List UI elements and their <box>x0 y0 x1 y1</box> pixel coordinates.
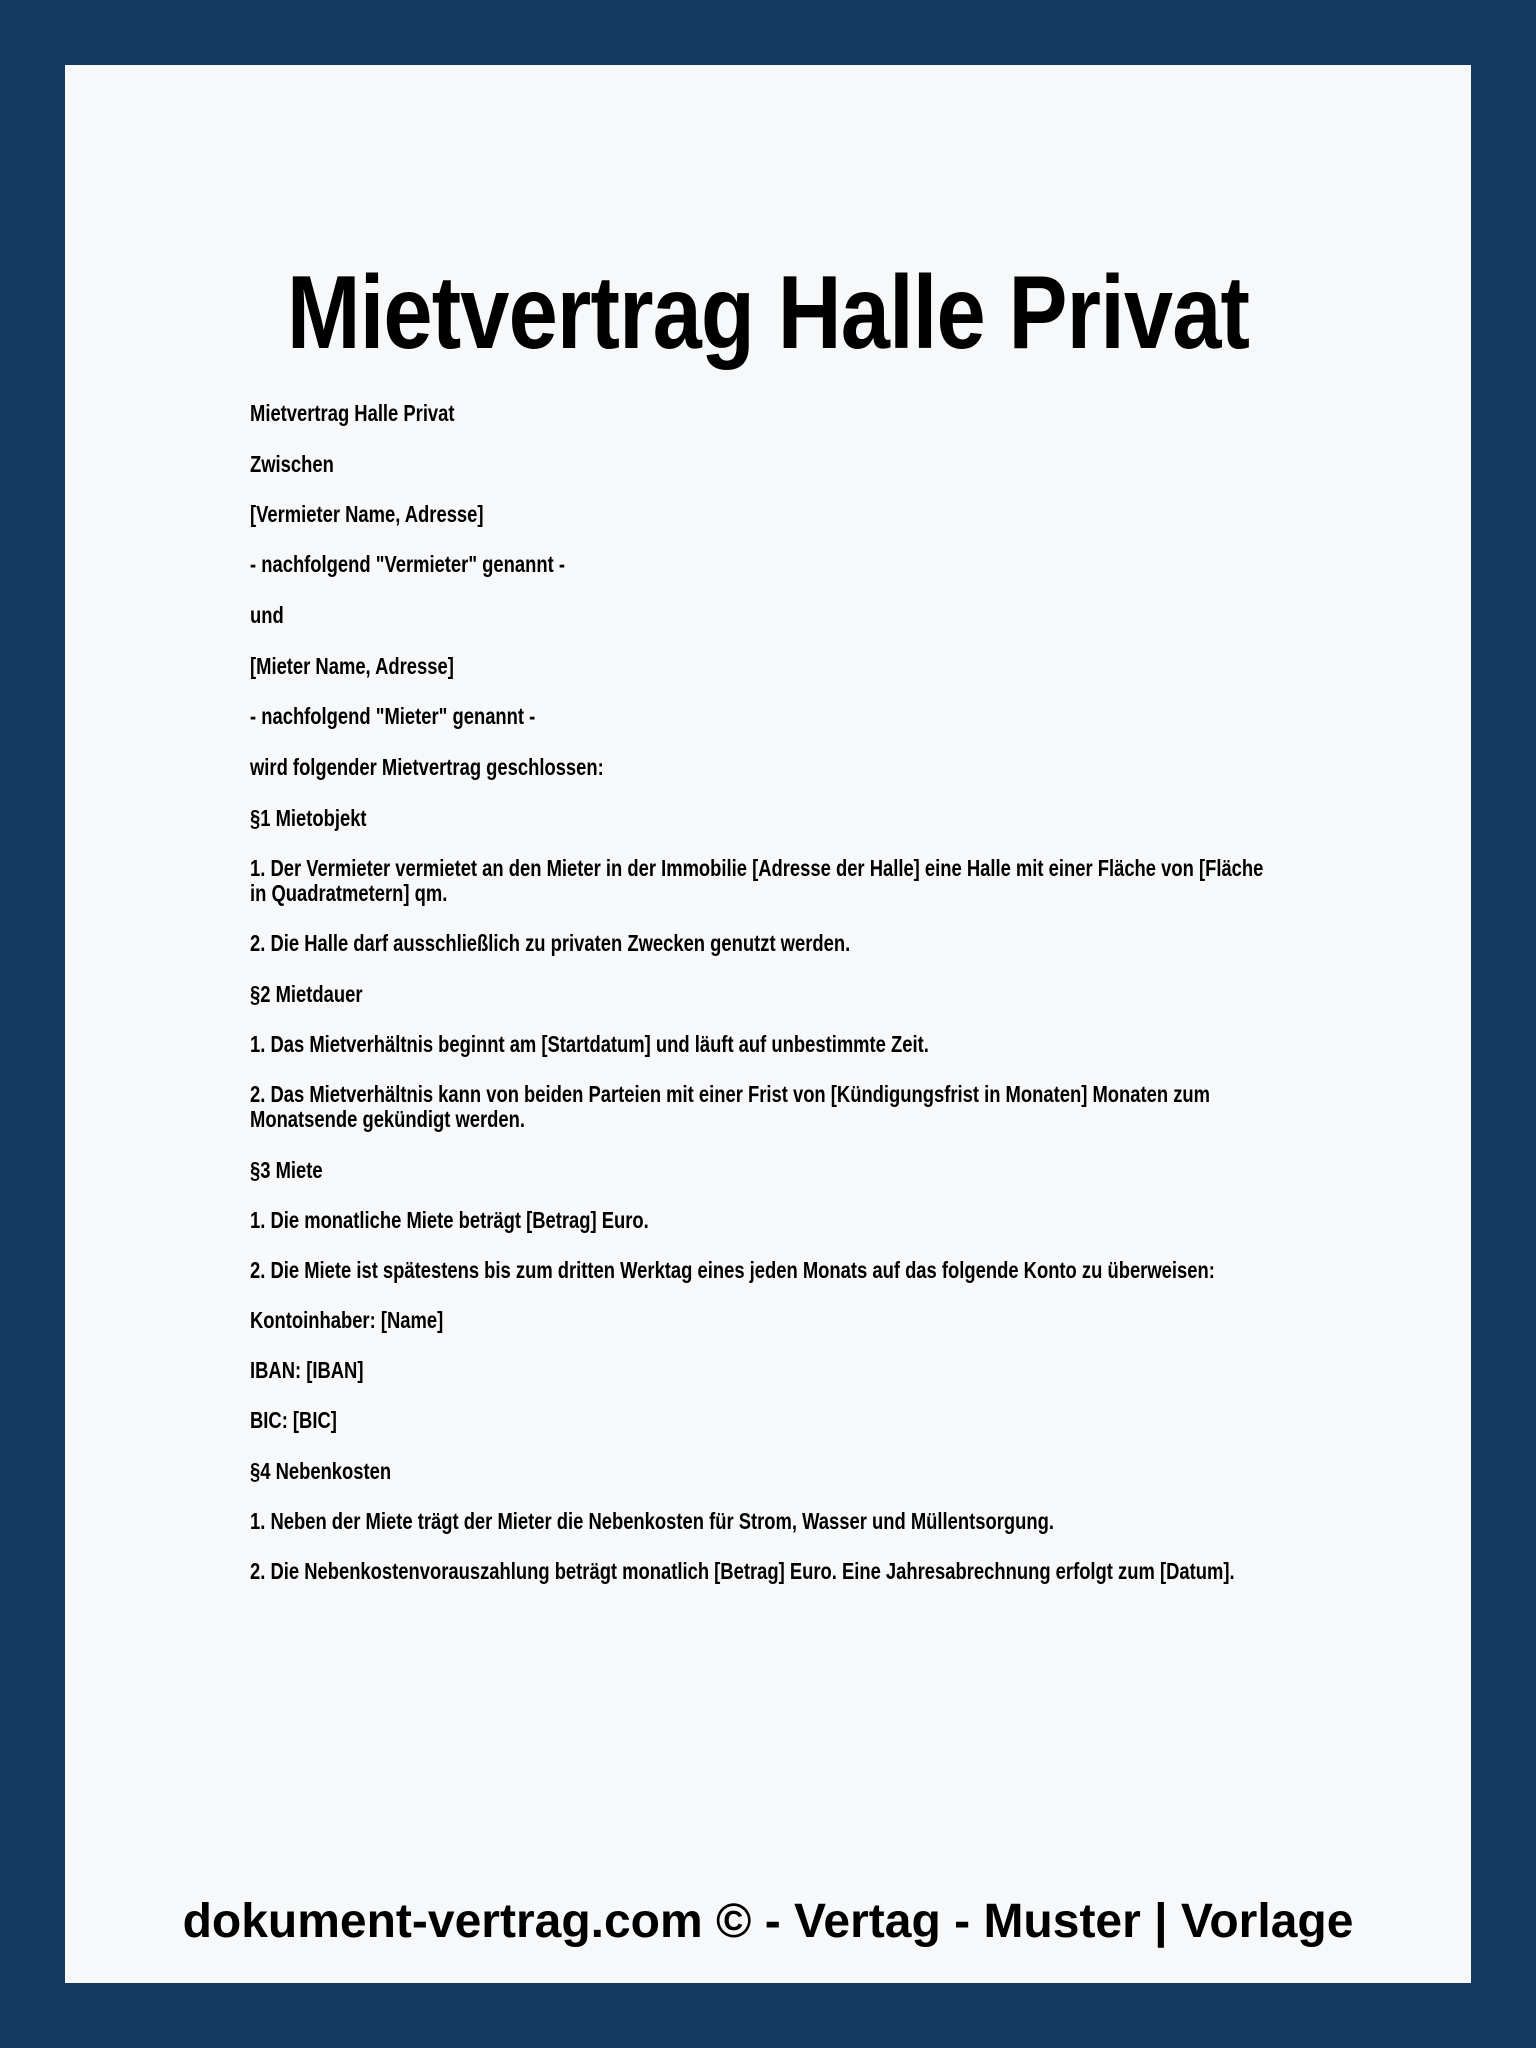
s4-clause-2: 2. Die Nebenkostenvorauszahlung beträgt monatlich [Betrag] Euro. Eine Jahresabrechnung erfolgt zum [Datum]. <box>250 1558 1235 1584</box>
section-1-heading: §1 Mietobjekt <box>250 805 367 831</box>
page-title: Mietvertrag Halle Privat <box>286 255 1250 371</box>
iban-line: IBAN: [IBAN] <box>250 1357 364 1383</box>
s3-clause-2: 2. Die Miete ist spätestens bis zum dritten Werktag eines jeden Monats auf das folgende Konto zu überweisen: <box>250 1257 1215 1283</box>
and-label: und <box>250 602 284 628</box>
between-label: Zwischen <box>250 451 334 477</box>
s1-clause-1: 1. Der Vermieter vermietet an den Mieter in der Immobilie [Adresse der Halle] eine Halle mit einer Fläche von [Fläche in Quadratmetern] qm. <box>250 855 1264 906</box>
account-holder-line: Kontoinhaber: [Name] <box>250 1307 444 1333</box>
section-2-heading: §2 Mietdauer <box>250 981 363 1007</box>
contract-intro: wird folgender Mietvertrag geschlossen: <box>250 754 604 780</box>
tenant-designation: - nachfolgend "Mieter" genannt - <box>250 703 536 729</box>
doc-title-line: Mietvertrag Halle Privat <box>250 400 455 426</box>
page-footer-area <box>65 1895 1471 1948</box>
contract-body <box>250 401 1266 1609</box>
section-4-heading: §4 Nebenkosten <box>250 1458 392 1484</box>
s4-clause-1: 1. Neben der Miete trägt der Mieter die Nebenkosten für Strom, Wasser und Müllentsorgung. <box>250 1508 1054 1534</box>
s2-clause-1: 1. Das Mietverhältnis beginnt am [Startdatum] und läuft auf unbestimmte Zeit. <box>250 1031 929 1057</box>
page-title-area <box>65 255 1471 371</box>
tenant-placeholder: [Mieter Name, Adresse] <box>250 653 454 679</box>
s3-clause-1: 1. Die monatliche Miete beträgt [Betrag] Euro. <box>250 1207 649 1233</box>
contract-page <box>65 65 1471 1983</box>
s2-clause-2: 2. Das Mietverhältnis kann von beiden Parteien mit einer Frist von [Kündigungsfrist in Monaten] Monaten zum Monatsende gekündigt werden. <box>250 1081 1210 1132</box>
landlord-placeholder: [Vermieter Name, Adresse] <box>250 501 484 527</box>
section-3-heading: §3 Miete <box>250 1157 323 1183</box>
s1-clause-2: 2. Die Halle darf ausschließlich zu privaten Zwecken genutzt werden. <box>250 930 851 956</box>
footer-branding: dokument-vertrag.com © - Vertag - Muster | Vorlage <box>182 1895 1354 1948</box>
landlord-designation: - nachfolgend "Vermieter" genannt - <box>250 551 565 577</box>
bic-line: BIC: [BIC] <box>250 1407 337 1433</box>
